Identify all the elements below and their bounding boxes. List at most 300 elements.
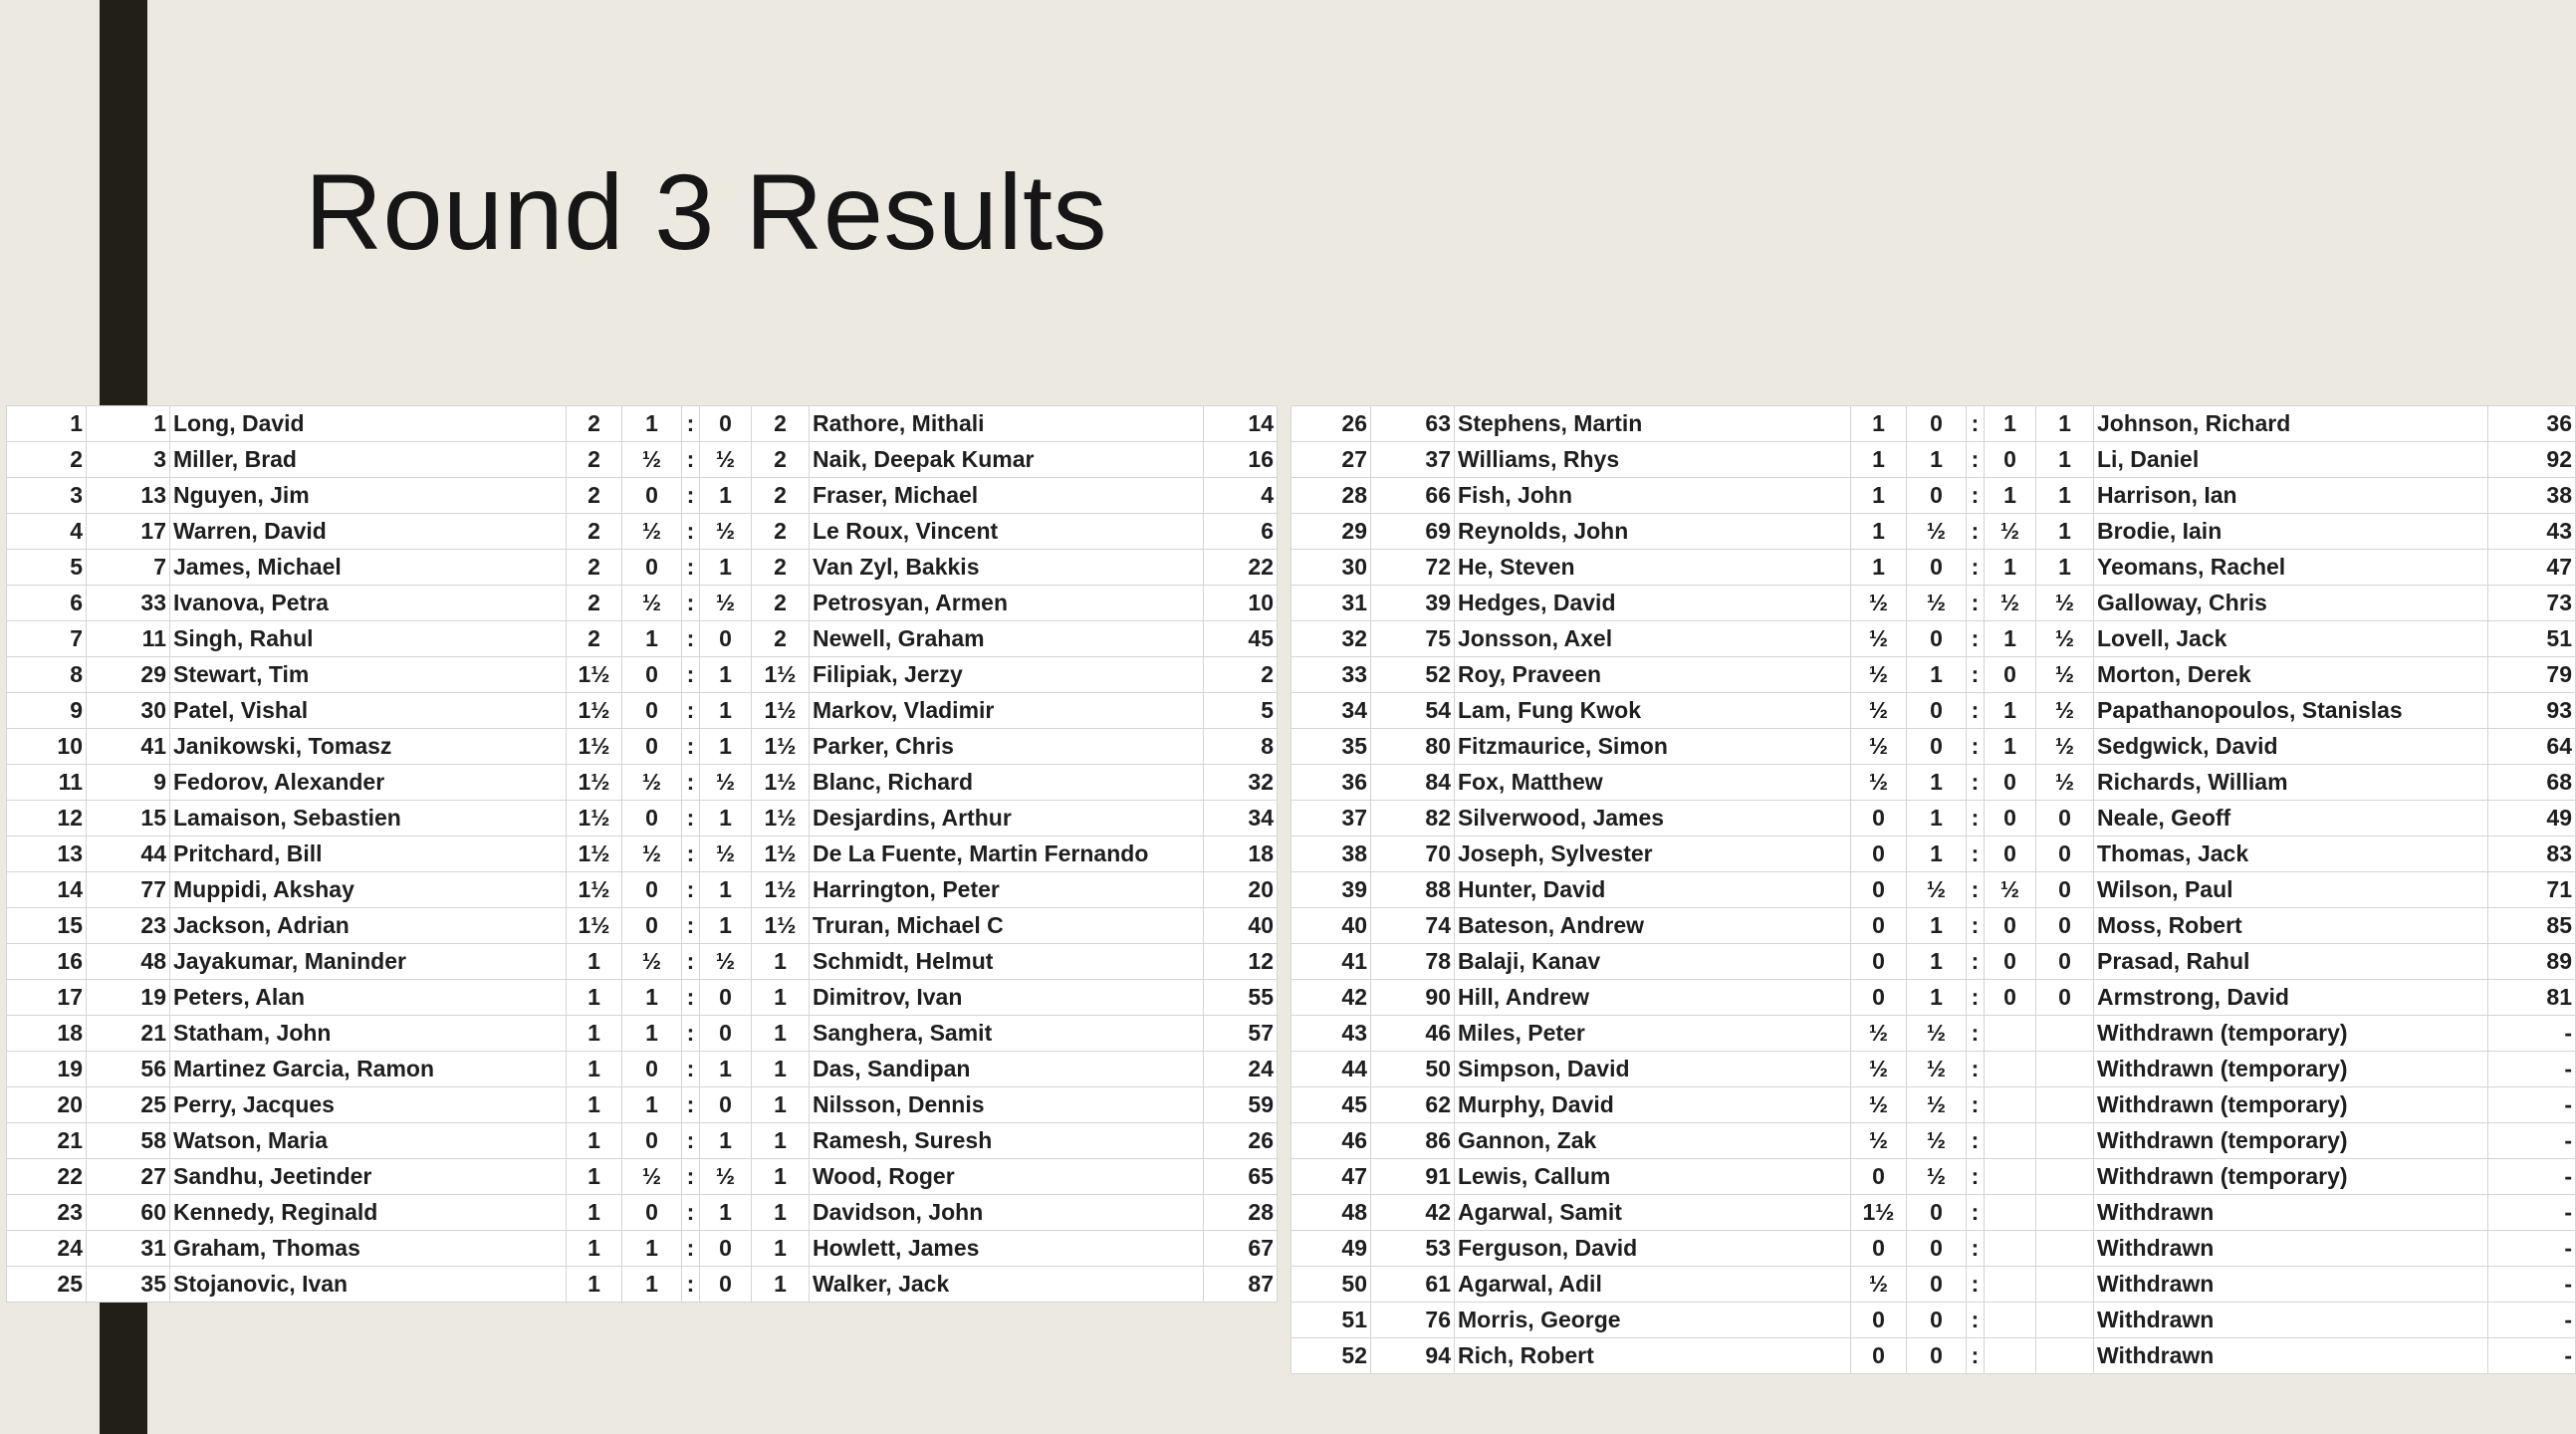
black-score-cell: 1: [700, 872, 752, 908]
white-points-cell: 1: [567, 1231, 622, 1267]
white-seed-cell: 75: [1371, 621, 1455, 657]
board-number-cell: 16: [7, 944, 87, 980]
white-seed-cell: 78: [1371, 944, 1455, 980]
black-player-cell: Li, Daniel: [2094, 442, 2488, 478]
white-player-cell: Reynolds, John: [1455, 514, 1851, 550]
black-score-cell: 1: [1985, 478, 2036, 514]
black-points-cell: 1: [2036, 550, 2094, 586]
white-seed-cell: 25: [87, 1087, 170, 1123]
white-points-cell: 2: [567, 550, 622, 586]
white-points-cell: 0: [1851, 1338, 1907, 1374]
white-points-cell: 1: [1851, 514, 1907, 550]
white-seed-cell: 74: [1371, 908, 1455, 944]
white-score-cell: ½: [1907, 1087, 1967, 1123]
white-score-cell: 0: [1907, 729, 1967, 765]
score-separator-cell: :: [682, 442, 700, 478]
black-player-cell: Das, Sandipan: [810, 1052, 1204, 1087]
white-points-cell: 1: [567, 1016, 622, 1052]
results-table-right: [1290, 405, 2576, 1374]
black-points-cell: ½: [2036, 693, 2094, 729]
white-seed-cell: 60: [87, 1195, 170, 1231]
black-points-cell: [2036, 1016, 2094, 1052]
white-player-cell: Janikowski, Tomasz: [170, 729, 567, 765]
white-seed-cell: 66: [1371, 478, 1455, 514]
black-score-cell: [1985, 1195, 2036, 1231]
black-score-cell: 0: [700, 1016, 752, 1052]
white-player-cell: Simpson, David: [1455, 1052, 1851, 1087]
board-number-cell: 38: [1291, 836, 1371, 872]
black-seed-cell: 2: [1204, 657, 1278, 693]
black-seed-cell: -: [2488, 1123, 2576, 1159]
black-seed-cell: 43: [2488, 514, 2576, 550]
black-player-cell: Withdrawn: [2094, 1303, 2488, 1338]
black-player-cell: Withdrawn (temporary): [2094, 1016, 2488, 1052]
white-points-cell: 1: [1851, 550, 1907, 586]
black-points-cell: 0: [2036, 836, 2094, 872]
black-player-cell: Nilsson, Dennis: [810, 1087, 1204, 1123]
white-player-cell: Williams, Rhys: [1455, 442, 1851, 478]
table-row: [1291, 1338, 2576, 1374]
white-points-cell: ½: [1851, 1087, 1907, 1123]
board-number-cell: 13: [7, 836, 87, 872]
white-points-cell: 1: [567, 1267, 622, 1303]
white-score-cell: 0: [622, 872, 682, 908]
white-points-cell: 1: [567, 1123, 622, 1159]
white-seed-cell: 88: [1371, 872, 1455, 908]
white-player-cell: Roy, Praveen: [1455, 657, 1851, 693]
black-seed-cell: -: [2488, 1338, 2576, 1374]
table-row: [7, 908, 1278, 944]
black-points-cell: ½: [2036, 729, 2094, 765]
black-seed-cell: -: [2488, 1087, 2576, 1123]
table-row: [1291, 1231, 2576, 1267]
black-score-cell: 1: [1985, 550, 2036, 586]
black-seed-cell: 92: [2488, 442, 2576, 478]
black-player-cell: Parker, Chris: [810, 729, 1204, 765]
black-seed-cell: 89: [2488, 944, 2576, 980]
table-row: [7, 944, 1278, 980]
black-score-cell: [1985, 1016, 2036, 1052]
table-row: [1291, 944, 2576, 980]
black-player-cell: Neale, Geoff: [2094, 801, 2488, 836]
black-player-cell: Wood, Roger: [810, 1159, 1204, 1195]
score-separator-cell: :: [682, 1087, 700, 1123]
board-number-cell: 45: [1291, 1087, 1371, 1123]
black-points-cell: 1½: [752, 765, 810, 801]
table-row: [1291, 1016, 2576, 1052]
white-seed-cell: 91: [1371, 1159, 1455, 1195]
white-player-cell: Fox, Matthew: [1455, 765, 1851, 801]
black-points-cell: 2: [752, 621, 810, 657]
white-player-cell: Bateson, Andrew: [1455, 908, 1851, 944]
table-row: [7, 1195, 1278, 1231]
white-score-cell: 0: [1907, 621, 1967, 657]
board-number-cell: 5: [7, 550, 87, 586]
table-row: [7, 442, 1278, 478]
black-score-cell: 0: [700, 1231, 752, 1267]
black-points-cell: ½: [2036, 586, 2094, 621]
black-seed-cell: -: [2488, 1052, 2576, 1087]
table-row: [7, 1231, 1278, 1267]
white-points-cell: ½: [1851, 1052, 1907, 1087]
board-number-cell: 9: [7, 693, 87, 729]
white-points-cell: 1½: [567, 908, 622, 944]
white-seed-cell: 15: [87, 801, 170, 836]
black-seed-cell: 22: [1204, 550, 1278, 586]
black-score-cell: 1: [700, 657, 752, 693]
white-score-cell: ½: [1907, 1052, 1967, 1087]
black-player-cell: Yeomans, Rachel: [2094, 550, 2488, 586]
black-score-cell: [1985, 1159, 2036, 1195]
board-number-cell: 6: [7, 586, 87, 621]
white-points-cell: 0: [1851, 801, 1907, 836]
white-score-cell: 0: [622, 478, 682, 514]
white-points-cell: 0: [1851, 908, 1907, 944]
score-separator-cell: :: [682, 1159, 700, 1195]
slide-title: Round 3 Results: [305, 151, 1107, 272]
white-seed-cell: 61: [1371, 1267, 1455, 1303]
black-seed-cell: -: [2488, 1267, 2576, 1303]
black-player-cell: Armstrong, David: [2094, 980, 2488, 1016]
table-row: [7, 1052, 1278, 1087]
black-seed-cell: 85: [2488, 908, 2576, 944]
white-player-cell: Peters, Alan: [170, 980, 567, 1016]
black-score-cell: 1: [700, 550, 752, 586]
white-score-cell: 0: [1907, 1303, 1967, 1338]
score-separator-cell: :: [1967, 1195, 1985, 1231]
black-player-cell: Withdrawn: [2094, 1231, 2488, 1267]
table-row: [1291, 442, 2576, 478]
white-points-cell: 2: [567, 514, 622, 550]
white-seed-cell: 50: [1371, 1052, 1455, 1087]
black-player-cell: Withdrawn: [2094, 1338, 2488, 1374]
score-separator-cell: :: [682, 621, 700, 657]
table-row: [1291, 514, 2576, 550]
black-score-cell: 1: [1985, 693, 2036, 729]
black-player-cell: Van Zyl, Bakkis: [810, 550, 1204, 586]
black-seed-cell: 79: [2488, 657, 2576, 693]
board-number-cell: 17: [7, 980, 87, 1016]
white-points-cell: 0: [1851, 944, 1907, 980]
white-player-cell: Kennedy, Reginald: [170, 1195, 567, 1231]
black-points-cell: 2: [752, 406, 810, 442]
white-player-cell: Miller, Brad: [170, 442, 567, 478]
black-player-cell: Brodie, Iain: [2094, 514, 2488, 550]
white-score-cell: 0: [622, 908, 682, 944]
white-points-cell: ½: [1851, 657, 1907, 693]
black-player-cell: Withdrawn (temporary): [2094, 1159, 2488, 1195]
white-score-cell: 1: [1907, 944, 1967, 980]
table-row: [7, 1016, 1278, 1052]
black-score-cell: 1: [1985, 621, 2036, 657]
white-seed-cell: 77: [87, 872, 170, 908]
board-number-cell: 30: [1291, 550, 1371, 586]
white-player-cell: Pritchard, Bill: [170, 836, 567, 872]
white-score-cell: ½: [622, 514, 682, 550]
white-points-cell: 0: [1851, 836, 1907, 872]
white-score-cell: ½: [1907, 514, 1967, 550]
white-player-cell: Jackson, Adrian: [170, 908, 567, 944]
black-points-cell: 2: [752, 550, 810, 586]
white-score-cell: 1: [622, 1087, 682, 1123]
white-score-cell: 1: [622, 406, 682, 442]
white-player-cell: Rich, Robert: [1455, 1338, 1851, 1374]
white-points-cell: ½: [1851, 1016, 1907, 1052]
score-separator-cell: :: [682, 550, 700, 586]
score-separator-cell: :: [682, 514, 700, 550]
board-number-cell: 25: [7, 1267, 87, 1303]
table-row: [1291, 1159, 2576, 1195]
white-score-cell: ½: [1907, 1123, 1967, 1159]
black-score-cell: 1: [1985, 406, 2036, 442]
board-number-cell: 18: [7, 1016, 87, 1052]
white-score-cell: 0: [1907, 478, 1967, 514]
white-points-cell: 2: [567, 442, 622, 478]
black-points-cell: 1: [752, 1231, 810, 1267]
white-points-cell: 0: [1851, 1159, 1907, 1195]
board-number-cell: 26: [1291, 406, 1371, 442]
black-score-cell: ½: [700, 586, 752, 621]
black-score-cell: ½: [700, 442, 752, 478]
black-player-cell: Sanghera, Samit: [810, 1016, 1204, 1052]
black-score-cell: ½: [700, 944, 752, 980]
board-number-cell: 49: [1291, 1231, 1371, 1267]
white-seed-cell: 56: [87, 1052, 170, 1087]
white-seed-cell: 7: [87, 550, 170, 586]
white-player-cell: Ferguson, David: [1455, 1231, 1851, 1267]
board-number-cell: 2: [7, 442, 87, 478]
score-separator-cell: :: [1967, 765, 1985, 801]
black-seed-cell: 59: [1204, 1087, 1278, 1123]
score-separator-cell: :: [682, 1052, 700, 1087]
white-seed-cell: 48: [87, 944, 170, 980]
white-score-cell: ½: [1907, 1159, 1967, 1195]
black-points-cell: [2036, 1123, 2094, 1159]
table-row: [1291, 729, 2576, 765]
white-score-cell: 1: [622, 1267, 682, 1303]
white-player-cell: Warren, David: [170, 514, 567, 550]
score-separator-cell: :: [1967, 442, 1985, 478]
white-points-cell: 2: [567, 478, 622, 514]
score-separator-cell: :: [1967, 944, 1985, 980]
table-row: [7, 801, 1278, 836]
board-number-cell: 50: [1291, 1267, 1371, 1303]
table-row: [7, 406, 1278, 442]
white-score-cell: 0: [622, 801, 682, 836]
white-player-cell: James, Michael: [170, 550, 567, 586]
score-separator-cell: :: [682, 478, 700, 514]
table-row: [7, 478, 1278, 514]
white-points-cell: 1½: [567, 657, 622, 693]
score-separator-cell: :: [682, 1016, 700, 1052]
score-separator-cell: :: [1967, 478, 1985, 514]
white-seed-cell: 39: [1371, 586, 1455, 621]
black-seed-cell: 49: [2488, 801, 2576, 836]
black-score-cell: 1: [700, 693, 752, 729]
black-points-cell: 0: [2036, 801, 2094, 836]
white-points-cell: 1: [567, 1159, 622, 1195]
black-points-cell: [2036, 1087, 2094, 1123]
board-number-cell: 40: [1291, 908, 1371, 944]
board-number-cell: 15: [7, 908, 87, 944]
black-seed-cell: 18: [1204, 836, 1278, 872]
black-player-cell: Lovell, Jack: [2094, 621, 2488, 657]
score-separator-cell: :: [1967, 621, 1985, 657]
white-points-cell: ½: [1851, 1267, 1907, 1303]
white-seed-cell: 90: [1371, 980, 1455, 1016]
board-number-cell: 43: [1291, 1016, 1371, 1052]
board-number-cell: 42: [1291, 980, 1371, 1016]
score-separator-cell: :: [1967, 1338, 1985, 1374]
white-score-cell: 0: [622, 1123, 682, 1159]
black-points-cell: 1: [752, 980, 810, 1016]
score-separator-cell: :: [1967, 1159, 1985, 1195]
black-player-cell: Davidson, John: [810, 1195, 1204, 1231]
black-player-cell: Naik, Deepak Kumar: [810, 442, 1204, 478]
board-number-cell: 32: [1291, 621, 1371, 657]
white-seed-cell: 27: [87, 1159, 170, 1195]
score-separator-cell: :: [682, 944, 700, 980]
black-seed-cell: 51: [2488, 621, 2576, 657]
white-seed-cell: 35: [87, 1267, 170, 1303]
score-separator-cell: :: [1967, 514, 1985, 550]
black-score-cell: 0: [700, 621, 752, 657]
white-player-cell: Hill, Andrew: [1455, 980, 1851, 1016]
black-player-cell: Sedgwick, David: [2094, 729, 2488, 765]
white-player-cell: Hunter, David: [1455, 872, 1851, 908]
black-seed-cell: 6: [1204, 514, 1278, 550]
black-score-cell: [1985, 1303, 2036, 1338]
score-separator-cell: :: [1967, 550, 1985, 586]
white-player-cell: Jayakumar, Maninder: [170, 944, 567, 980]
score-separator-cell: :: [1967, 801, 1985, 836]
black-score-cell: ½: [700, 514, 752, 550]
white-score-cell: ½: [622, 586, 682, 621]
white-seed-cell: 42: [1371, 1195, 1455, 1231]
white-player-cell: Fish, John: [1455, 478, 1851, 514]
black-points-cell: [2036, 1159, 2094, 1195]
table-row: [7, 872, 1278, 908]
table-row: [7, 657, 1278, 693]
board-number-cell: 29: [1291, 514, 1371, 550]
black-points-cell: 1: [2036, 514, 2094, 550]
board-number-cell: 21: [7, 1123, 87, 1159]
black-points-cell: 0: [2036, 980, 2094, 1016]
white-player-cell: Graham, Thomas: [170, 1231, 567, 1267]
table-row: [7, 1087, 1278, 1123]
black-score-cell: ½: [1985, 872, 2036, 908]
table-row: [1291, 478, 2576, 514]
black-points-cell: 1½: [752, 801, 810, 836]
white-score-cell: 0: [622, 657, 682, 693]
black-points-cell: 1: [752, 944, 810, 980]
black-score-cell: ½: [700, 836, 752, 872]
white-player-cell: Ivanova, Petra: [170, 586, 567, 621]
table-row: [1291, 872, 2576, 908]
board-number-cell: 7: [7, 621, 87, 657]
black-player-cell: Richards, William: [2094, 765, 2488, 801]
white-seed-cell: 80: [1371, 729, 1455, 765]
black-points-cell: [2036, 1338, 2094, 1374]
white-points-cell: ½: [1851, 729, 1907, 765]
black-player-cell: Johnson, Richard: [2094, 406, 2488, 442]
white-points-cell: 1½: [567, 729, 622, 765]
board-number-cell: 34: [1291, 693, 1371, 729]
black-score-cell: 0: [700, 980, 752, 1016]
white-points-cell: 1: [567, 1195, 622, 1231]
board-number-cell: 4: [7, 514, 87, 550]
black-player-cell: Newell, Graham: [810, 621, 1204, 657]
score-separator-cell: :: [682, 657, 700, 693]
black-points-cell: [2036, 1267, 2094, 1303]
black-points-cell: ½: [2036, 765, 2094, 801]
black-score-cell: [1985, 1267, 2036, 1303]
white-seed-cell: 3: [87, 442, 170, 478]
black-score-cell: 0: [1985, 908, 2036, 944]
score-separator-cell: :: [1967, 693, 1985, 729]
score-separator-cell: :: [682, 908, 700, 944]
white-points-cell: 1: [567, 1087, 622, 1123]
score-separator-cell: :: [1967, 1087, 1985, 1123]
white-score-cell: 0: [1907, 550, 1967, 586]
black-points-cell: ½: [2036, 621, 2094, 657]
table-row: [1291, 621, 2576, 657]
board-number-cell: 24: [7, 1231, 87, 1267]
white-points-cell: 1: [567, 944, 622, 980]
black-player-cell: Papathanopoulos, Stanislas: [2094, 693, 2488, 729]
score-separator-cell: :: [1967, 908, 1985, 944]
white-seed-cell: 44: [87, 836, 170, 872]
score-separator-cell: :: [682, 586, 700, 621]
white-player-cell: Lam, Fung Kwok: [1455, 693, 1851, 729]
black-seed-cell: 40: [1204, 908, 1278, 944]
white-player-cell: Balaji, Kanav: [1455, 944, 1851, 980]
black-seed-cell: 8: [1204, 729, 1278, 765]
black-seed-cell: 68: [2488, 765, 2576, 801]
black-points-cell: 1: [752, 1087, 810, 1123]
white-seed-cell: 33: [87, 586, 170, 621]
table-row: [1291, 1195, 2576, 1231]
score-separator-cell: :: [682, 693, 700, 729]
white-points-cell: ½: [1851, 586, 1907, 621]
score-separator-cell: :: [1967, 872, 1985, 908]
black-player-cell: Dimitrov, Ivan: [810, 980, 1204, 1016]
white-score-cell: 0: [1907, 1267, 1967, 1303]
black-player-cell: Withdrawn (temporary): [2094, 1052, 2488, 1087]
black-seed-cell: 47: [2488, 550, 2576, 586]
white-player-cell: Miles, Peter: [1455, 1016, 1851, 1052]
black-seed-cell: -: [2488, 1303, 2576, 1338]
score-separator-cell: :: [682, 1267, 700, 1303]
white-player-cell: Fedorov, Alexander: [170, 765, 567, 801]
board-number-cell: 37: [1291, 801, 1371, 836]
white-score-cell: 0: [1907, 693, 1967, 729]
table-row: [7, 765, 1278, 801]
board-number-cell: 28: [1291, 478, 1371, 514]
table-row: [7, 586, 1278, 621]
black-score-cell: [1985, 1123, 2036, 1159]
black-points-cell: 2: [752, 442, 810, 478]
white-points-cell: 1: [1851, 478, 1907, 514]
board-number-cell: 27: [1291, 442, 1371, 478]
white-seed-cell: 37: [1371, 442, 1455, 478]
table-row: [1291, 908, 2576, 944]
score-separator-cell: :: [1967, 729, 1985, 765]
black-player-cell: Filipiak, Jerzy: [810, 657, 1204, 693]
white-player-cell: Hedges, David: [1455, 586, 1851, 621]
white-score-cell: 1: [622, 1231, 682, 1267]
white-seed-cell: 30: [87, 693, 170, 729]
